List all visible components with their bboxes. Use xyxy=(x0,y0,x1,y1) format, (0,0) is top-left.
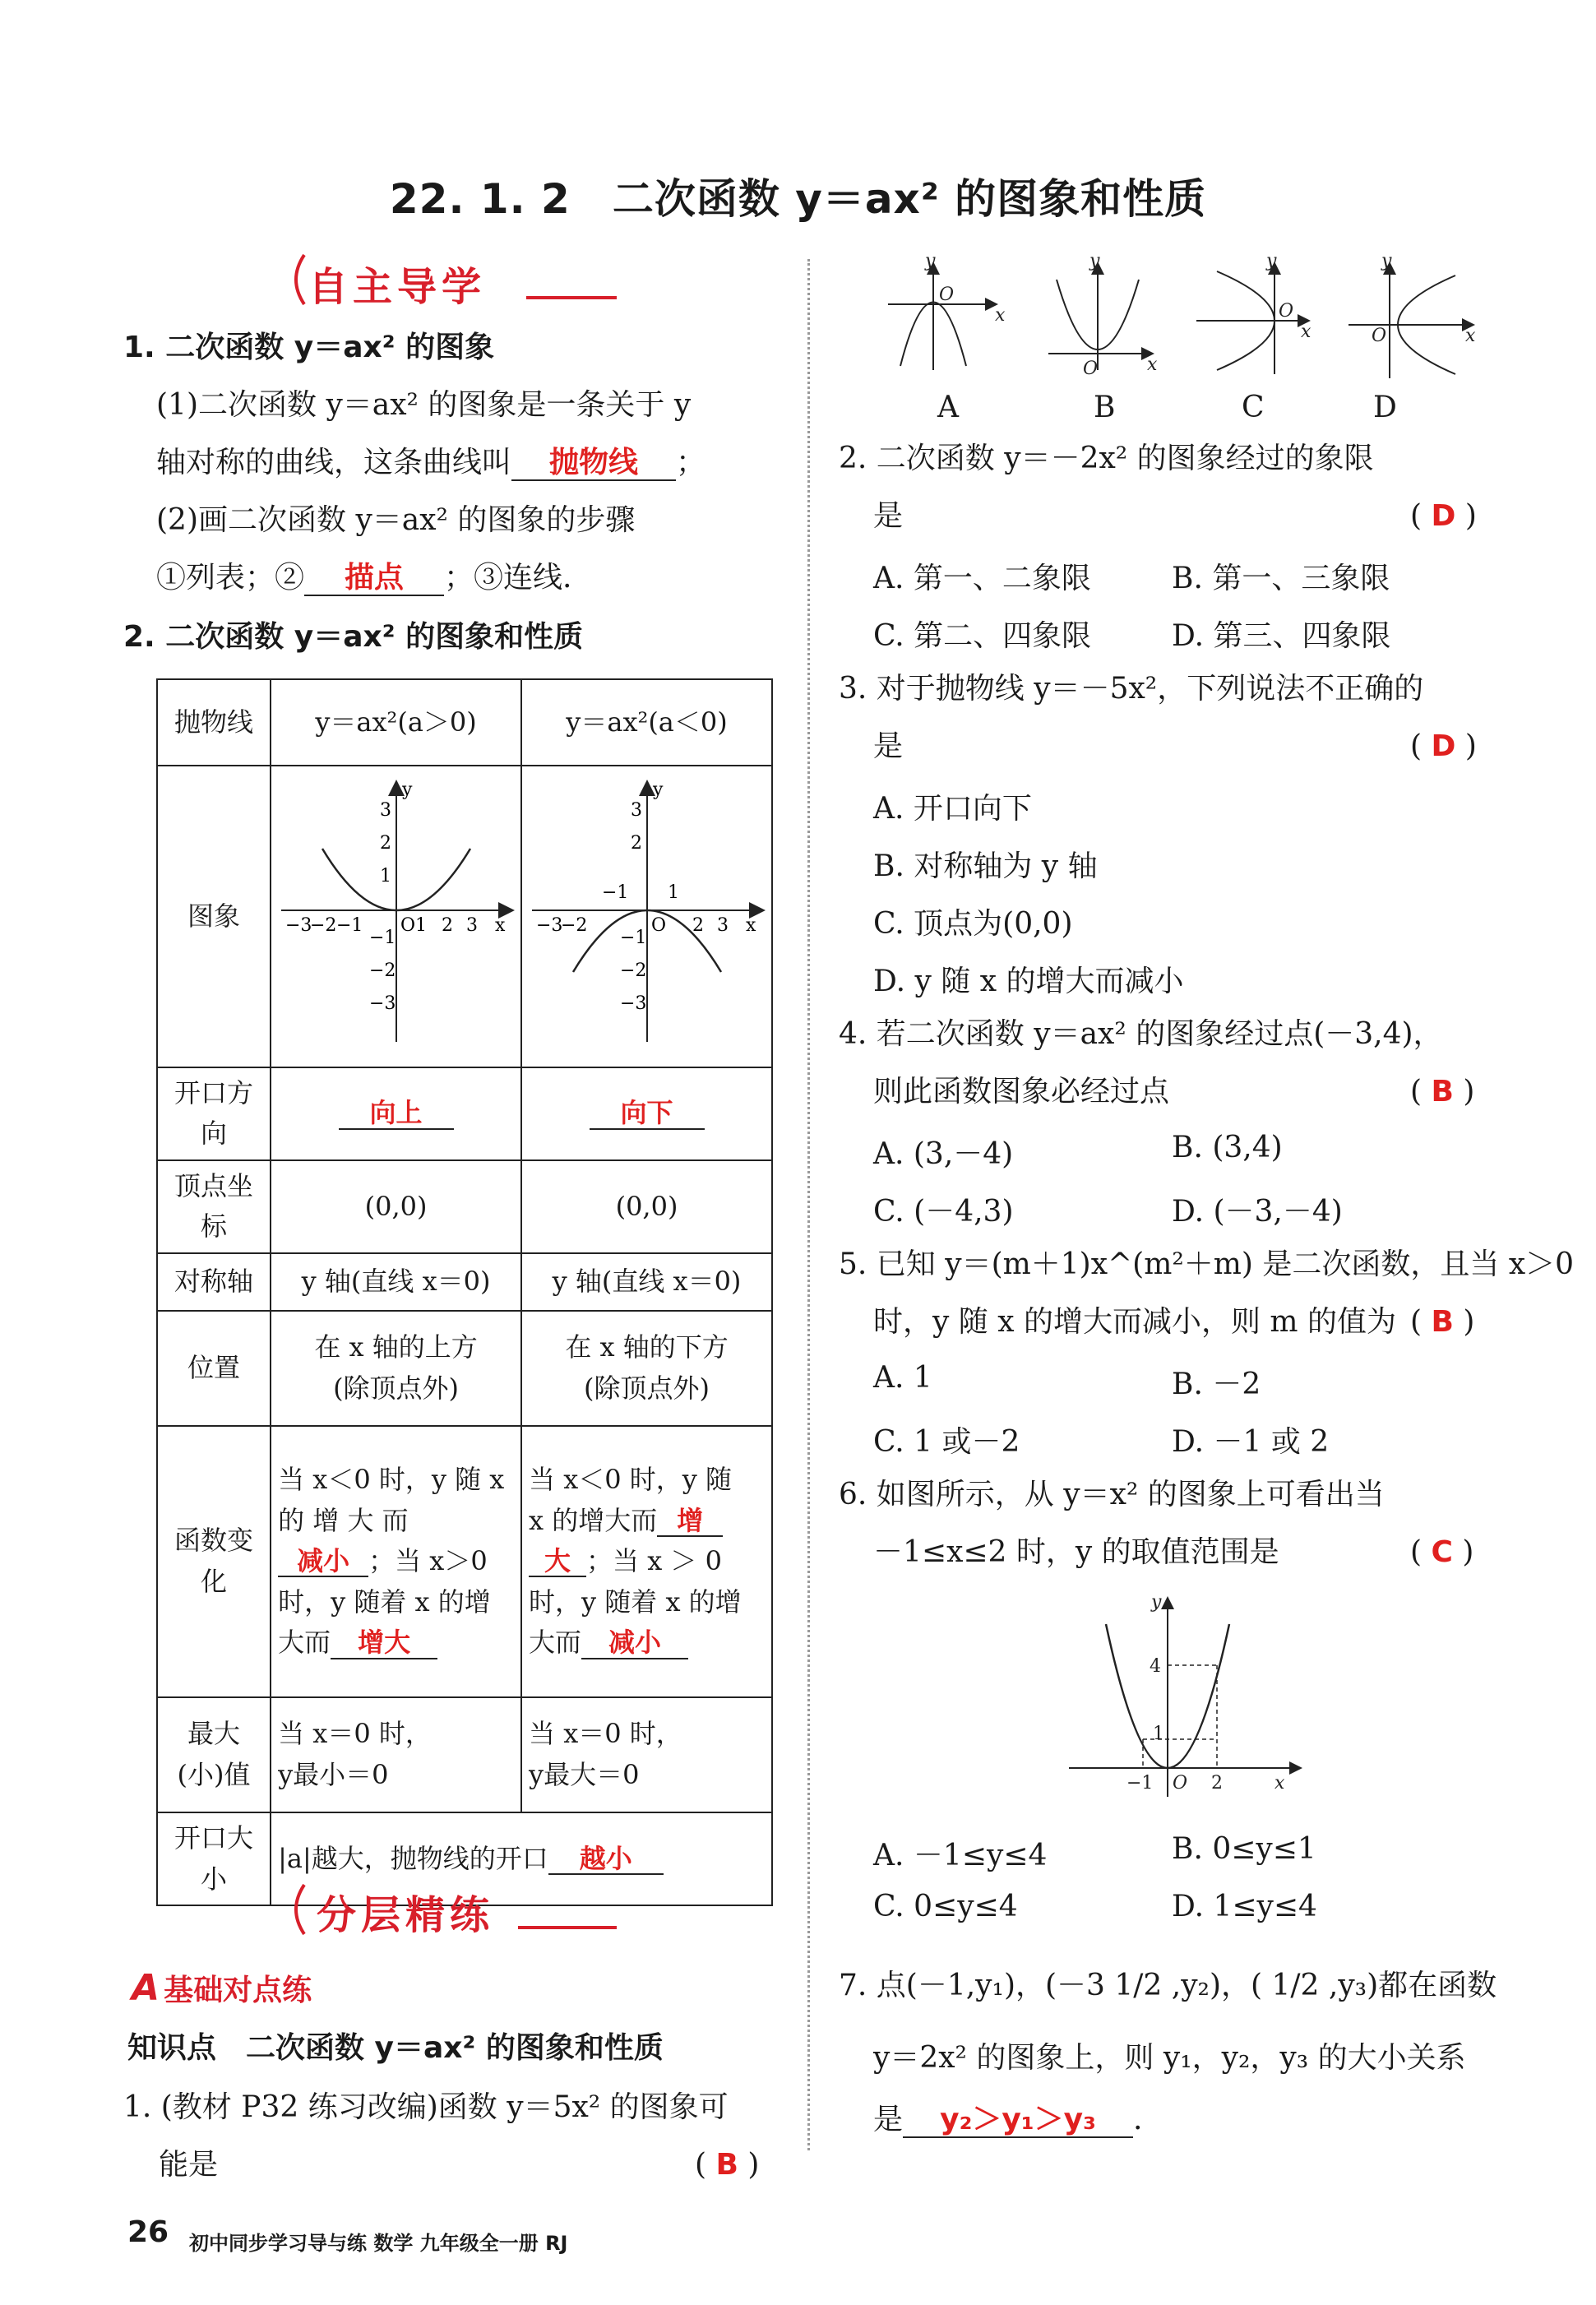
q3-opt-d: D. y 随 x 的增大而减小 xyxy=(873,965,1184,998)
svg-text:2: 2 xyxy=(379,833,391,854)
th-a-positive: y＝ax²(a＞0) xyxy=(271,679,521,766)
q2-opt-a: A. 第一、二象限 xyxy=(873,562,1091,595)
q4-opt-b: B. (3,4) xyxy=(1172,1131,1283,1164)
column-divider xyxy=(807,259,810,2150)
axis-down: y 轴(直线 x＝0) xyxy=(521,1253,772,1311)
svg-text:O: O xyxy=(1279,301,1294,322)
svg-text:3: 3 xyxy=(630,800,642,821)
q3-opt-a: A. 开口向下 xyxy=(873,792,1032,826)
banner-self-study: 自主导学 xyxy=(308,264,487,310)
func-up-5 xyxy=(278,1622,514,1664)
func-down-5-text: 大而 xyxy=(529,1627,582,1659)
svg-text:y: y xyxy=(1381,255,1392,271)
q2-opt-b: B. 第一、三象限 xyxy=(1172,562,1390,595)
graph-down-svg xyxy=(528,766,766,1054)
position-up xyxy=(271,1311,521,1426)
answer-smaller: 越小 xyxy=(548,1844,664,1875)
graph-label-d: D xyxy=(1373,391,1397,424)
svg-text:1: 1 xyxy=(667,882,679,903)
row-function-label: 函数变化 xyxy=(157,1426,271,1697)
banner-practice: 分层精练 xyxy=(317,1892,495,1938)
svg-text:y: y xyxy=(925,255,936,271)
position-up-1: 在 x 轴的上方 xyxy=(314,1331,478,1363)
row-graph-label: 图象 xyxy=(157,766,271,1067)
svg-text:1: 1 xyxy=(1153,1724,1164,1744)
q5-answer: ( B ) xyxy=(1410,1305,1475,1339)
extreme-up-1: 当 x＝0 时， xyxy=(278,1718,432,1750)
q7-answer-value: y₂＞y₁＞y₃ xyxy=(903,2104,1133,2138)
function-up xyxy=(271,1426,521,1697)
position-up-2: (除顶点外) xyxy=(333,1372,460,1404)
svg-text:2: 2 xyxy=(630,833,642,854)
q5-answer-value: B xyxy=(1431,1305,1454,1339)
svg-text:y: y xyxy=(1089,255,1100,271)
sub-banner-text: 基础对点练 xyxy=(164,1974,312,2007)
answer-increase-2: 大 xyxy=(529,1547,586,1577)
th-parabola: 抛物线 xyxy=(157,679,271,766)
graph-label-b: B xyxy=(1094,391,1116,424)
func-down-3-text: ；当 x ＞ 0 xyxy=(586,1545,722,1577)
answer-open-up: 向上 xyxy=(339,1099,454,1129)
q6-answer-value: C xyxy=(1431,1535,1453,1569)
svg-text:x: x xyxy=(1301,322,1311,342)
svg-text:x: x xyxy=(995,305,1006,326)
svg-text:−2: −2 xyxy=(619,960,646,981)
q2-answer-value: D xyxy=(1431,499,1456,533)
extreme-down xyxy=(521,1697,772,1812)
func-up-5-text: 大而 xyxy=(278,1627,331,1659)
q7-line3-text: 是 xyxy=(873,2103,904,2136)
func-down-2 xyxy=(529,1501,765,1542)
q6-line2: －1≤x≤2 时，y 的取值范围是 xyxy=(873,1535,1279,1569)
sub-banner xyxy=(132,1967,312,2009)
row-extreme-label: 最大(小)值 xyxy=(157,1697,271,1812)
q1-answer: ( B ) xyxy=(695,2148,760,2182)
graph-label-a: A xyxy=(937,391,959,424)
s1-heading: 1. 二次函数 y＝ax² 的图象 xyxy=(123,331,495,364)
svg-text:−1: −1 xyxy=(619,928,646,948)
q4-opt-d: D. (－3,－4) xyxy=(1172,1195,1343,1229)
row-vertex-label: 顶点坐标 xyxy=(157,1160,271,1253)
q3-line2: 是 xyxy=(873,729,904,763)
svg-text:O: O xyxy=(400,915,415,936)
vertex-up: (0,0) xyxy=(271,1160,521,1253)
property-table xyxy=(156,678,773,1906)
q2-opt-d: D. 第三、四象限 xyxy=(1172,619,1391,653)
q3-answer-value: D xyxy=(1431,729,1456,763)
q3-opt-b: B. 对称轴为 y 轴 xyxy=(873,849,1098,883)
q5-line1: 5. 已知 y＝(m＋1)x^(m²＋m) 是二次函数，且当 x＞0 xyxy=(839,1247,1575,1281)
func-up-1: 当 x＜0 时，y 随 x xyxy=(278,1463,505,1495)
svg-text:3: 3 xyxy=(379,800,391,821)
q5-opt-a: A. 1 xyxy=(873,1361,932,1395)
q2-line2: 是 xyxy=(873,499,904,533)
footer-text: 初中同步学习导与练 数学 九年级全一册 RJ xyxy=(189,2232,568,2255)
svg-text:2: 2 xyxy=(692,915,704,936)
svg-text:−1: −1 xyxy=(368,928,396,948)
size-text: |a|越大，抛物线的开口 xyxy=(278,1842,548,1874)
s1-line2-text: 轴对称的曲线，这条曲线叫 xyxy=(156,446,512,479)
a-icon: A xyxy=(132,1967,160,2009)
page-number: 26 xyxy=(127,2215,169,2249)
banner-decoration xyxy=(271,247,617,312)
svg-text:−2: −2 xyxy=(368,960,396,981)
svg-text:−1: −1 xyxy=(601,882,628,903)
knowledge-point: 知识点 二次函数 y＝ax² 的图象和性质 xyxy=(127,2031,664,2065)
svg-text:4: 4 xyxy=(1150,1656,1161,1677)
th-a-negative: y＝ax²(a＜0) xyxy=(521,679,772,766)
svg-text:O: O xyxy=(939,285,955,305)
func-down-5 xyxy=(529,1622,765,1664)
q6-answer: ( C ) xyxy=(1410,1535,1474,1569)
s1-line3: (2)画二次函数 y＝ax² 的图象的步骤 xyxy=(156,503,636,537)
svg-text:−1: −1 xyxy=(1126,1773,1154,1794)
q4-answer-value: B xyxy=(1431,1075,1454,1109)
open-down-cell xyxy=(521,1067,772,1160)
svg-text:−3: −3 xyxy=(535,915,562,936)
answer-decrease: 减小 xyxy=(278,1547,368,1577)
answer-decrease-2: 减小 xyxy=(581,1628,688,1659)
graph-down xyxy=(521,766,772,1067)
row-size-label: 开口大小 xyxy=(157,1812,271,1905)
svg-text:3: 3 xyxy=(716,915,729,936)
svg-text:y: y xyxy=(1151,1592,1162,1613)
answer-increase: 增大 xyxy=(331,1628,437,1659)
extreme-down-1: 当 x＝0 时， xyxy=(529,1718,682,1750)
q6-opt-c: C. 0≤y≤4 xyxy=(873,1890,1018,1923)
q7-line2: y＝2x² 的图象上，则 y₁，y₂，y₃ 的大小关系 xyxy=(873,2041,1466,2075)
axis-up: y 轴(直线 x＝0) xyxy=(271,1253,521,1311)
vertex-down: (0,0) xyxy=(521,1160,772,1253)
svg-text:x: x xyxy=(745,915,756,936)
svg-text:O: O xyxy=(650,915,666,936)
q4-answer: ( B ) xyxy=(1410,1075,1475,1109)
q5-opt-d: D. －1 或 2 xyxy=(1172,1425,1330,1459)
q3-opt-c: C. 顶点为(0,0) xyxy=(873,907,1073,941)
banner2-decoration xyxy=(271,1877,617,1942)
q2-opt-c: C. 第二、四象限 xyxy=(873,619,1092,653)
q4-line1: 4. 若二次函数 y＝ax² 的图象经过点(－3,4)， xyxy=(839,1017,1443,1051)
q4-opt-c: C. (－4,3) xyxy=(873,1195,1014,1229)
svg-text:−3: −3 xyxy=(285,915,312,936)
graph-up-svg xyxy=(277,766,516,1054)
q1-line2: 能是 xyxy=(159,2148,219,2182)
func-down-3 xyxy=(529,1541,765,1582)
answer-increase-1: 增 xyxy=(657,1507,723,1537)
position-down xyxy=(521,1311,772,1426)
extreme-down-2: y最大＝0 xyxy=(529,1758,640,1790)
position-down-2: (除顶点外) xyxy=(584,1372,710,1404)
s2-heading: 2. 二次函数 y＝ax² 的图象和性质 xyxy=(123,620,584,654)
svg-text:x: x xyxy=(494,915,505,936)
answer-open-down: 向下 xyxy=(590,1099,705,1129)
q1-answer-value: B xyxy=(715,2148,738,2182)
func-up-4: 时，y 随着 x 的增 xyxy=(278,1585,491,1618)
func-down-4: 时，y 随着 x 的增 xyxy=(529,1585,742,1618)
q5-opt-c: C. 1 或－2 xyxy=(873,1425,1020,1459)
q6-opt-b: B. 0≤y≤1 xyxy=(1172,1832,1316,1866)
s1-step-end: ；③连线. xyxy=(444,561,572,595)
q4-opt-a: A. (3,－4) xyxy=(873,1137,1014,1171)
q6-opt-a: A. －1≤y≤4 xyxy=(873,1839,1048,1872)
func-up-3 xyxy=(278,1541,514,1582)
q7-line1: 7. 点(－1,y₁)，(－3 1/2 ,y₂)，( 1/2 ,y₃)都在函数 xyxy=(839,1969,1497,2002)
row-axis-label: 对称轴 xyxy=(157,1253,271,1311)
q5-opt-b: B. －2 xyxy=(1172,1368,1261,1401)
function-down xyxy=(521,1426,772,1697)
svg-text:3: 3 xyxy=(465,915,478,936)
svg-text:2: 2 xyxy=(441,915,453,936)
svg-text:−3: −3 xyxy=(368,993,396,1014)
extreme-up-2: y最小＝0 xyxy=(278,1758,389,1790)
q6-graph xyxy=(1061,1591,1307,1805)
svg-text:x: x xyxy=(1147,354,1158,375)
row-position-label: 位置 xyxy=(157,1311,271,1426)
q1-line1: 1. (教材 P32 练习改编)函数 y＝5x² 的图象可 xyxy=(123,2090,729,2124)
q2-answer: ( D ) xyxy=(1410,499,1477,533)
q1-graph-options xyxy=(880,255,1488,428)
s1-step-text: ①列表；② xyxy=(156,561,305,595)
svg-text:1: 1 xyxy=(414,915,427,936)
open-up-cell xyxy=(271,1067,521,1160)
svg-text:−3: −3 xyxy=(619,993,646,1014)
func-up-3-text: ；当 x＞0 xyxy=(368,1545,488,1577)
s1-line1: (1)二次函数 y＝ax² 的图象是一条关于 y xyxy=(156,388,692,422)
svg-text:−2: −2 xyxy=(309,915,336,936)
func-up-2: 的 增 大 而 xyxy=(278,1504,409,1536)
func-down-2-text: x 的增大而 xyxy=(529,1504,658,1536)
graph-label-c: C xyxy=(1242,391,1265,424)
q7-line3 xyxy=(873,2101,1142,2138)
svg-text:y: y xyxy=(401,780,412,800)
extreme-up xyxy=(271,1697,521,1812)
svg-text:2: 2 xyxy=(1211,1773,1223,1794)
position-down-1: 在 x 轴的下方 xyxy=(565,1331,729,1363)
svg-text:−1: −1 xyxy=(335,915,363,936)
svg-text:O: O xyxy=(1173,1773,1188,1794)
s1-line2: 轴对称的曲线，这条曲线叫 抛物线 ； xyxy=(156,446,706,479)
svg-text:y: y xyxy=(1266,255,1277,271)
answer-plot-points: 描点 xyxy=(304,562,444,596)
svg-text:y: y xyxy=(652,780,663,800)
q6-opt-d: D. 1≤y≤4 xyxy=(1172,1890,1317,1923)
svg-text:x: x xyxy=(1274,1773,1285,1794)
s1-line4 xyxy=(156,559,571,596)
page-title: 22. 1. 2 二次函数 y＝ax² 的图象和性质 xyxy=(389,175,1207,223)
q2-line1: 2. 二次函数 y＝－2x² 的图象经过的象限 xyxy=(839,442,1374,475)
graph-up xyxy=(271,766,521,1067)
svg-text:1: 1 xyxy=(379,866,391,886)
func-down-1: 当 x＜0 时，y 随 xyxy=(529,1463,733,1495)
q6-line1: 6. 如图所示，从 y＝x² 的图象上可看出当 xyxy=(839,1478,1385,1511)
q4-line2: 则此函数图象必经过点 xyxy=(873,1075,1170,1109)
q7-line3-end: . xyxy=(1133,2103,1143,2136)
svg-text:x: x xyxy=(1465,326,1476,346)
svg-text:O: O xyxy=(1083,359,1099,379)
q3-answer: ( D ) xyxy=(1410,729,1477,763)
q5-line2: 时，y 随 x 的增大而减小，则 m 的值为 xyxy=(873,1305,1396,1339)
answer-parabola: 抛物线 xyxy=(511,447,676,481)
svg-text:O: O xyxy=(1372,326,1387,346)
row-open-label: 开口方向 xyxy=(157,1067,271,1160)
svg-text:−2: −2 xyxy=(560,915,587,936)
q3-line1: 3. 对于抛物线 y＝－5x²，下列说法不正确的 xyxy=(839,672,1424,706)
